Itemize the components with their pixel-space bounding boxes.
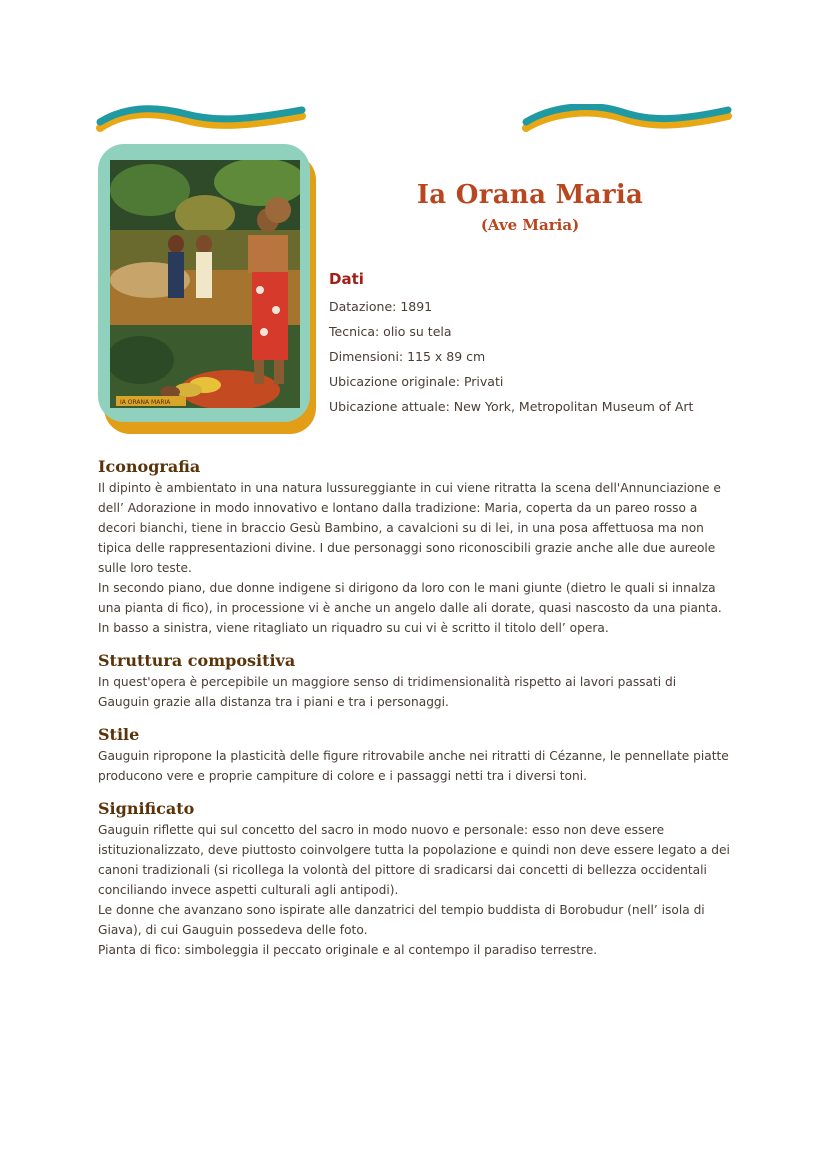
decorative-wave-right xyxy=(522,104,734,138)
section-heading: Stile xyxy=(98,725,140,744)
dati-tecnica: Tecnica: olio su tela xyxy=(329,324,452,339)
decorative-wave-left xyxy=(96,104,308,138)
painting-image xyxy=(110,160,300,408)
section-paragraph: Pianta di fico: simboleggia il peccato originale e al contempo il paradiso terrestre. xyxy=(98,943,598,957)
section-heading: Significato xyxy=(98,799,195,818)
content xyxy=(98,456,730,972)
dati-heading: Dati xyxy=(329,270,364,288)
section-paragraph: Il dipinto è ambientato in una natura lussureggiante in cui viene ritratta la scena dell'Annunciazione e dell’ Adorazione in modo innovativo e lontano dalla tradizione: Maria, coperta da un pareo rosso a decori bianchi, tiene in braccio Gesù Bambino, a cavalcioni su di lei, in una posa affettuosa ma non tipica delle rappresentazioni divine. I due personaggi sono riconoscibili grazie anche alle due aureole sulle loro teste. xyxy=(98,481,721,575)
painting-caption: IA ORANA MARIA xyxy=(120,399,171,406)
section-heading: Iconografia xyxy=(98,457,201,476)
section-iconografia xyxy=(98,456,730,638)
painting-frame xyxy=(98,144,318,436)
section-paragraph: Gauguin ripropone la plasticità delle figure ritrovabile anche nei ritratti di Cézanne, le pennellate piatte producono vere e proprie campiture di colore e i passaggi netti tra i diversi toni. xyxy=(98,749,729,783)
section-stile xyxy=(98,724,730,786)
section-paragraph: Le donne che avanzano sono ispirate alle danzatrici del tempio buddista di Borobudur (nell’ isola di Giava), di cui Gauguin possedeva delle foto. xyxy=(98,903,705,937)
dati-datazione: Datazione: 1891 xyxy=(329,299,433,314)
section-paragraph: Gauguin riflette qui sul concetto del sacro in modo nuovo e personale: esso non deve essere istituzionalizzato, deve piuttosto coinvolgere tutta la popolazione e quindi non deve essere legato a dei canoni tradizionali (si ricollega la volontà del pittore di sradicarsi dai concetti di bellezza occidentali conciliando invece aspetti culturali agli antipodi). xyxy=(98,823,730,897)
dati-ubicazione-originale: Ubicazione originale: Privati xyxy=(329,374,504,389)
section-struttura-compositiva xyxy=(98,650,730,712)
section-paragraph: In basso a sinistra, viene ritagliato un riquadro su cui vi è scritto il titolo dell’ opera. xyxy=(98,621,609,635)
page-title: Ia Orana Maria xyxy=(416,180,644,210)
section-paragraph: In secondo piano, due donne indigene si dirigono da loro con le mani giunte (dietro le quali si innalza una pianta di fico), in processione vi è anche un angelo dalle ali dorate, quasi nascosto da una pianta. xyxy=(98,581,722,615)
section-paragraph: In quest'opera è percepibile un maggiore senso di tridimensionalità rispetto ai lavori passati di Gauguin grazie alla distanza tra i piani e tra i personaggi. xyxy=(98,675,677,709)
dati-dimensioni: Dimensioni: 115 x 89 cm xyxy=(329,349,486,364)
title-block xyxy=(330,180,730,234)
section-heading: Struttura compositiva xyxy=(98,651,296,670)
section-significato xyxy=(98,798,730,960)
dati-ubicazione-attuale: Ubicazione attuale: New York, Metropolitan Museum of Art xyxy=(329,399,694,414)
dati-panel xyxy=(329,270,749,419)
page-subtitle: (Ave Maria) xyxy=(480,216,580,234)
